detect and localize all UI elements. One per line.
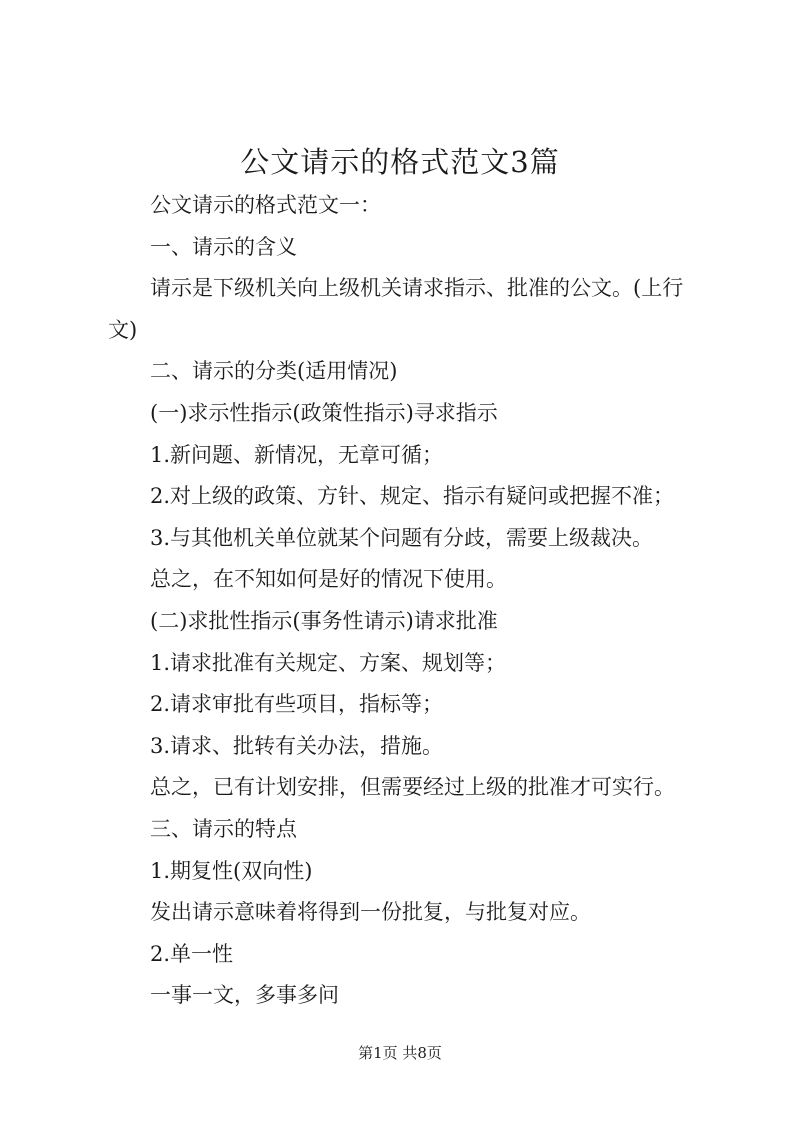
page-number-label: 第1页 共8页 bbox=[358, 1044, 442, 1062]
document-title: 公文请示的格式范文3篇 bbox=[240, 145, 560, 179]
paragraph: 发出请示意味着将得到一份批复，与批复对应。 bbox=[150, 900, 591, 925]
list-item: 1.新问题、新情况，无章可循； bbox=[150, 442, 444, 467]
paragraph: 总之，在不知如何是好的情况下使用。 bbox=[150, 567, 507, 592]
section-heading: 三、请示的特点 bbox=[150, 816, 297, 841]
subsection-heading: (二)求批性指示(事务性请示)请求批准 bbox=[150, 608, 498, 633]
list-item: 1.期复性(双向性) bbox=[150, 858, 313, 883]
list-item: 1.请求批准有关规定、方案、规划等； bbox=[150, 650, 507, 675]
paragraph: 一事一文，多事多问 bbox=[150, 983, 339, 1008]
list-item: 2.对上级的政策、方针、规定、指示有疑问或把握不准； bbox=[150, 484, 675, 509]
list-item: 3.与其他机关单位就某个问题有分歧，需要上级裁决。 bbox=[150, 525, 654, 550]
document-body bbox=[108, 185, 708, 1017]
paragraph: 总之，已有计划安排，但需要经过上级的批准才可实行。 bbox=[150, 775, 675, 800]
paragraph: 公文请示的格式范文一： bbox=[150, 193, 381, 217]
list-item: 2.请求审批有些项目，指标等； bbox=[150, 692, 444, 717]
section-heading: 二、请示的分类(适用情况) bbox=[150, 359, 398, 384]
subsection-heading: (一)求示性指示(政策性指示)寻求指示 bbox=[150, 400, 498, 425]
page-footer bbox=[0, 1042, 800, 1064]
list-item: 3.请求、批转有关办法，措施。 bbox=[150, 733, 444, 758]
section-heading: 一、请示的含义 bbox=[150, 234, 297, 259]
list-item: 2.单一性 bbox=[150, 941, 234, 966]
paragraph: 请示是下级机关向上级机关请求指示、批准的公文。(上行文) bbox=[108, 276, 684, 342]
